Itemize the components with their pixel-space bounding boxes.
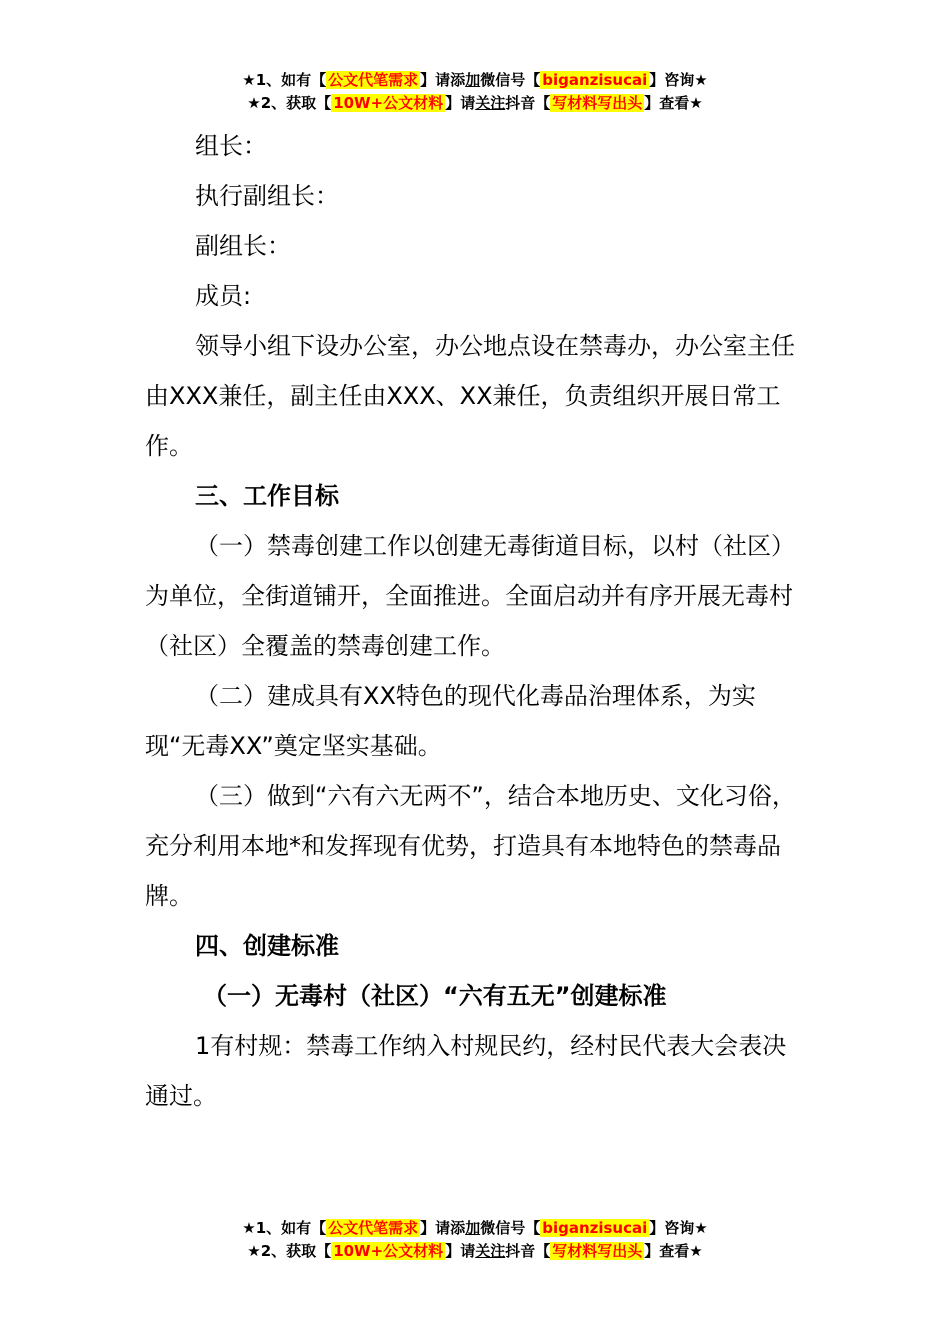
leader-line: 组长： [195,132,267,160]
banner-highlight: 公文代笔需求 [328,1219,419,1237]
banner-highlight: 写材料写出头 [552,1242,643,1260]
banner-text: 】查看★ [644,1242,703,1260]
banner-highlight: 10W+公文材料 [333,1242,444,1260]
header-banner [0,69,950,115]
banner-line-1 [0,1217,950,1240]
banner-text: ★1、如有【 [242,71,327,89]
members-line: 成员: [195,282,252,310]
banner-line-2 [0,1240,950,1263]
banner-highlight: biganzisucai [542,71,648,89]
executive-deputy-leader-line: 执行副组长： [195,182,339,210]
subsection-heading: （一）无毒村（社区）“六有五无”创建标准 [203,982,667,1010]
banner-highlight: biganzisucai [542,1219,648,1237]
deputy-leader-line: 副组长： [195,232,291,260]
banner-emphasis: 加 [465,71,481,89]
banner-text: 】请添 [420,71,466,89]
banner-highlight: 写材料写出头 [552,94,643,112]
banner-text: 微信号【 [480,71,541,89]
banner-line-2 [0,92,950,115]
banner-text: 】查看★ [644,94,703,112]
standard-paragraph-1: 1有村规：禁毒工作纳入村规民约，经村民代表大会表决通过。 [145,1032,787,1110]
banner-emphasis: 关注 [475,1242,506,1260]
banner-text: ★2、获取【 [247,94,332,112]
banner-highlight: 10W+公文材料 [333,94,444,112]
banner-text: 】请添 [420,1219,466,1237]
banner-text: ★1、如有【 [242,1219,327,1237]
banner-highlight: 公文代笔需求 [328,71,419,89]
banner-text: 抖音【 [505,94,551,112]
banner-text: 抖音【 [505,1242,551,1260]
document-body [145,121,810,1121]
office-paragraph: 领导小组下设办公室，办公地点设在禁毒办，办公室主任由XXX兼任，副主任由XXX、XX兼任，负责组织开展日常工作。 [145,332,795,460]
banner-emphasis: 关注 [475,94,506,112]
section-heading-3: 三、工作目标 [195,482,339,510]
section-heading-4: 四、创建标准 [195,932,339,960]
banner-text: 微信号【 [480,1219,541,1237]
banner-text: 】请 [445,1242,476,1260]
banner-text: ★2、获取【 [247,1242,332,1260]
banner-text: 】咨询★ [649,71,708,89]
goal-paragraph-3: （三）做到“六有六无两不”，结合本地历史、文化习俗，充分利用本地*和发挥现有优势，打造具有本地特色的禁毒品牌。 [145,782,796,910]
banner-emphasis: 加 [465,1219,481,1237]
footer-banner [0,1217,950,1263]
goal-paragraph-2: （二）建成具有XX特色的现代化毒品治理体系，为实现“无毒XX”奠定坚实基础。 [145,682,756,760]
goal-paragraph-1: （一）禁毒创建工作以创建无毒街道目标，以村（社区）为单位，全街道铺开，全面推进。全面启动并有序开展无毒村（社区）全覆盖的禁毒创建工作。 [145,532,795,660]
banner-line-1 [0,69,950,92]
banner-text: 】请 [445,94,476,112]
banner-text: 】咨询★ [649,1219,708,1237]
